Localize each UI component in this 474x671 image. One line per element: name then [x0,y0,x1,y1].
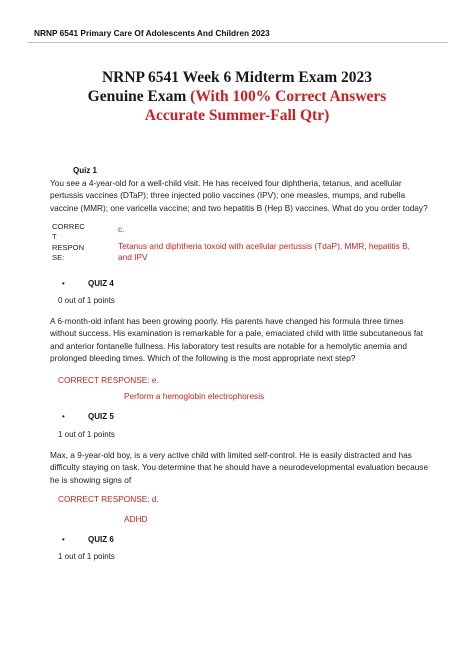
quiz-5-label: QUIZ 5 [88,412,114,421]
quiz-5-score: 1 out of 1 points [58,430,115,439]
answer-label-line: SE: [52,253,65,263]
quiz-1-answer-label [52,222,104,264]
title-line-1: NRNP 6541 Week 6 Midterm Exam 2023 [101,69,373,86]
title-line-2 [20,87,454,106]
quiz-5-heading [62,412,114,421]
document-title [20,68,454,125]
quiz-6-score: 1 out of 1 points [58,552,115,561]
bullet-icon: • [62,412,65,421]
quiz-4-heading [62,279,114,288]
quiz-4-correct-response: CORRECT RESPONSE: e. [58,375,159,385]
answer-label-line: T [52,232,57,242]
quiz-1-label: Quiz 1 [73,166,98,175]
title-line-2-black: Genuine Exam [87,88,191,105]
quiz-1-answer-letter: c. [118,224,125,234]
quiz-5-question: Max, a 9-year-old boy, is a very active child with limited self-control. He is easily distracted and has difficulty staying on task. You determine that he should have a neurodevelopmental evaluation because he is showing signs of [50,450,429,485]
quiz-4-answer-text: Perform a hemoglobin electrophoresis [124,391,265,401]
answer-label-line: CORREC [52,222,85,231]
quiz-5-answer-text: ADHD [124,514,148,524]
quiz-4-score: 0 out of 1 points [58,296,115,305]
quiz-4-question: A 6-month-old infant has been growing poorly. His parents have changed his formula three times without success. His examination is remarkable for a pale, emaciated child with little subcutaneous fat and anterior fontanelle fullness. His laboratory test results are notable for a hemolytic anemia and prolonged bleeding times. Which of the following is the most appropriate next step? [50,316,424,364]
quiz-6-heading [62,535,114,544]
running-header: NRNP 6541 Primary Care Of Adolescents And Children 2023 [34,28,270,38]
title-line-3: Accurate Summer-Fall Qtr) [144,107,330,124]
quiz-1-answer-text: Tetanus and diphtheria toxoid with acellular pertussis (TdaP), MMR, hepatitis B, and IPV [118,241,410,262]
answer-label-line: RESPON [52,242,85,252]
quiz-1-question: You see a 4-year-old for a well-child visit. He has received four diphtheria, tetanus, and acellular pertussis vaccines (DTaP); three injected polio vaccines (IPV); one measles, mumps, and rubella vaccine (MMR); one varicella vaccine; and two hepatitis B (Hep B) vaccines. What do you order today? [50,178,428,213]
title-line-2-red: (With 100% Correct Answers [190,88,387,105]
bullet-icon: • [62,279,65,288]
quiz-5-correct-response: CORRECT RESPONSE: d. [58,494,159,504]
quiz-4-label: QUIZ 4 [88,279,114,288]
header-divider [28,42,448,43]
bullet-icon: • [62,535,65,544]
quiz-6-label: QUIZ 6 [88,535,114,544]
